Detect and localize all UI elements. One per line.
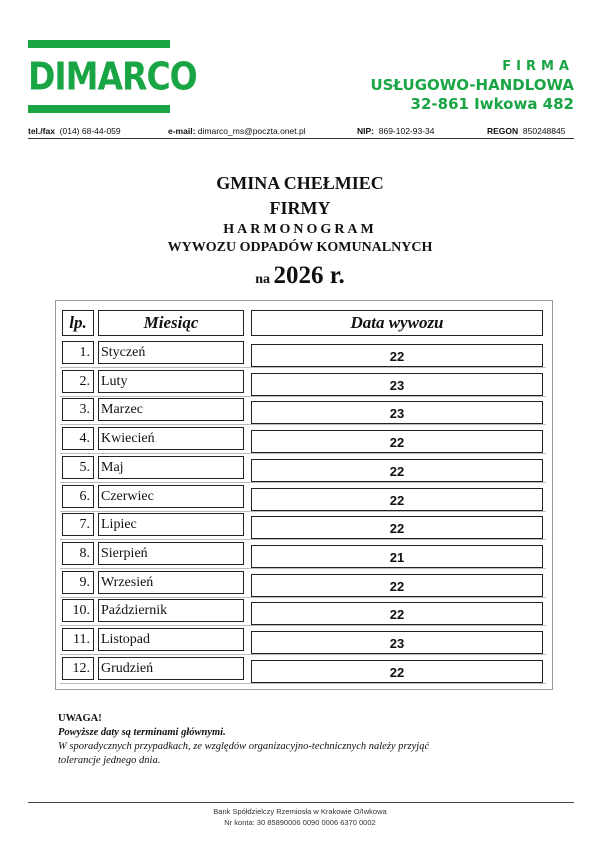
nip-value: 869-102-93-34 [378,126,435,136]
company-info [370,58,574,114]
header-date: Data wywozu [251,310,543,336]
row-number: 5. [62,456,94,479]
row-number: 9. [62,571,94,594]
row-separator [60,511,546,512]
row-date: 22 [251,459,543,482]
note-line2: W sporadycznych przypadkach, ze względów organizacyjno-technicznych należy przyjąć [58,741,430,752]
footer-divider [28,802,574,803]
note-block [58,712,429,768]
regon-value: 850248845 [522,126,566,136]
row-date: 22 [251,602,543,625]
row-date: 22 [251,660,543,683]
company-line2: USŁUGOWO-HANDLOWA [370,76,574,94]
row-month: Czerwiec [98,485,244,508]
row-number: 10. [62,599,94,622]
row-number: 7. [62,513,94,536]
row-separator [60,367,546,368]
row-month: Kwiecień [98,427,244,450]
header-divider [28,138,574,139]
company-address: 32-861 Iwkowa 482 [410,95,574,113]
title-year-line [0,262,600,290]
contact-regon [487,126,565,136]
tel-label: tel./fax [28,126,55,136]
row-month: Wrzesień [98,571,244,594]
row-number: 11. [62,628,94,651]
row-date: 22 [251,574,543,597]
row-date: 23 [251,401,543,424]
row-date: 22 [251,430,543,453]
row-separator [60,539,546,540]
title-firmy: FIRMY [269,198,331,218]
title-year: 2026 r. [273,262,345,289]
row-date: 22 [251,516,543,539]
row-date: 23 [251,631,543,654]
row-month: Październik [98,599,244,622]
footer-bank: Bank Spółdzielczy Rzemiosła w Krakowie O/Iwkowa [213,807,387,816]
note-line1: Powyższe daty są terminami głównymi. [58,727,226,738]
row-separator [60,597,546,598]
row-month: Styczeń [98,341,244,364]
row-date: 21 [251,545,543,568]
email-value: dimarco_ms@poczta.onet.pl [197,126,306,136]
row-separator [60,654,546,655]
title-municipality: GMINA CHEŁMIEC [216,173,384,193]
row-number: 4. [62,427,94,450]
row-number: 1. [62,341,94,364]
row-month: Grudzień [98,657,244,680]
row-month: Sierpień [98,542,244,565]
header-month: Miesiąc [98,310,244,336]
regon-label: REGON [487,126,519,136]
tel-value: (014) 68-44-059 [59,126,121,136]
email-label: e-mail: [168,126,196,136]
logo-text: DIMARCO [28,54,197,99]
row-number: 8. [62,542,94,565]
title-subtitle: WYWOZU ODPADÓW KOMUNALNYCH [167,240,433,255]
company-line1: FIRMA [502,59,574,74]
row-number: 2. [62,370,94,393]
row-separator [60,568,546,569]
row-number: 3. [62,398,94,421]
row-month: Listopad [98,628,244,651]
header-lp: lp. [62,310,94,336]
row-separator [60,683,546,684]
row-number: 12. [62,657,94,680]
logo-bar-bottom [28,105,170,113]
company-logo [28,40,197,113]
row-date: 22 [251,344,543,367]
row-separator [60,453,546,454]
row-date: 23 [251,373,543,396]
title-harmonogram: HARMONOGRAM [223,222,377,237]
row-month: Marzec [98,398,244,421]
row-date: 22 [251,488,543,511]
contact-nip [357,126,435,136]
row-separator [60,424,546,425]
row-separator [60,625,546,626]
footer-account: Nr konta: 30 85890006 0090 0006 6370 0002 [224,818,376,827]
row-separator [60,396,546,397]
contact-tel [28,126,121,136]
row-number: 6. [62,485,94,508]
row-separator [60,482,546,483]
row-month: Maj [98,456,244,479]
row-month: Luty [98,370,244,393]
title-year-prefix: na [255,272,270,287]
note-heading: UWAGA! [58,713,102,724]
note-line3: tolerancje jednego dnia. [58,755,161,766]
row-month: Lipiec [98,513,244,536]
contact-email [168,126,306,136]
nip-label: NIP: [357,126,374,136]
